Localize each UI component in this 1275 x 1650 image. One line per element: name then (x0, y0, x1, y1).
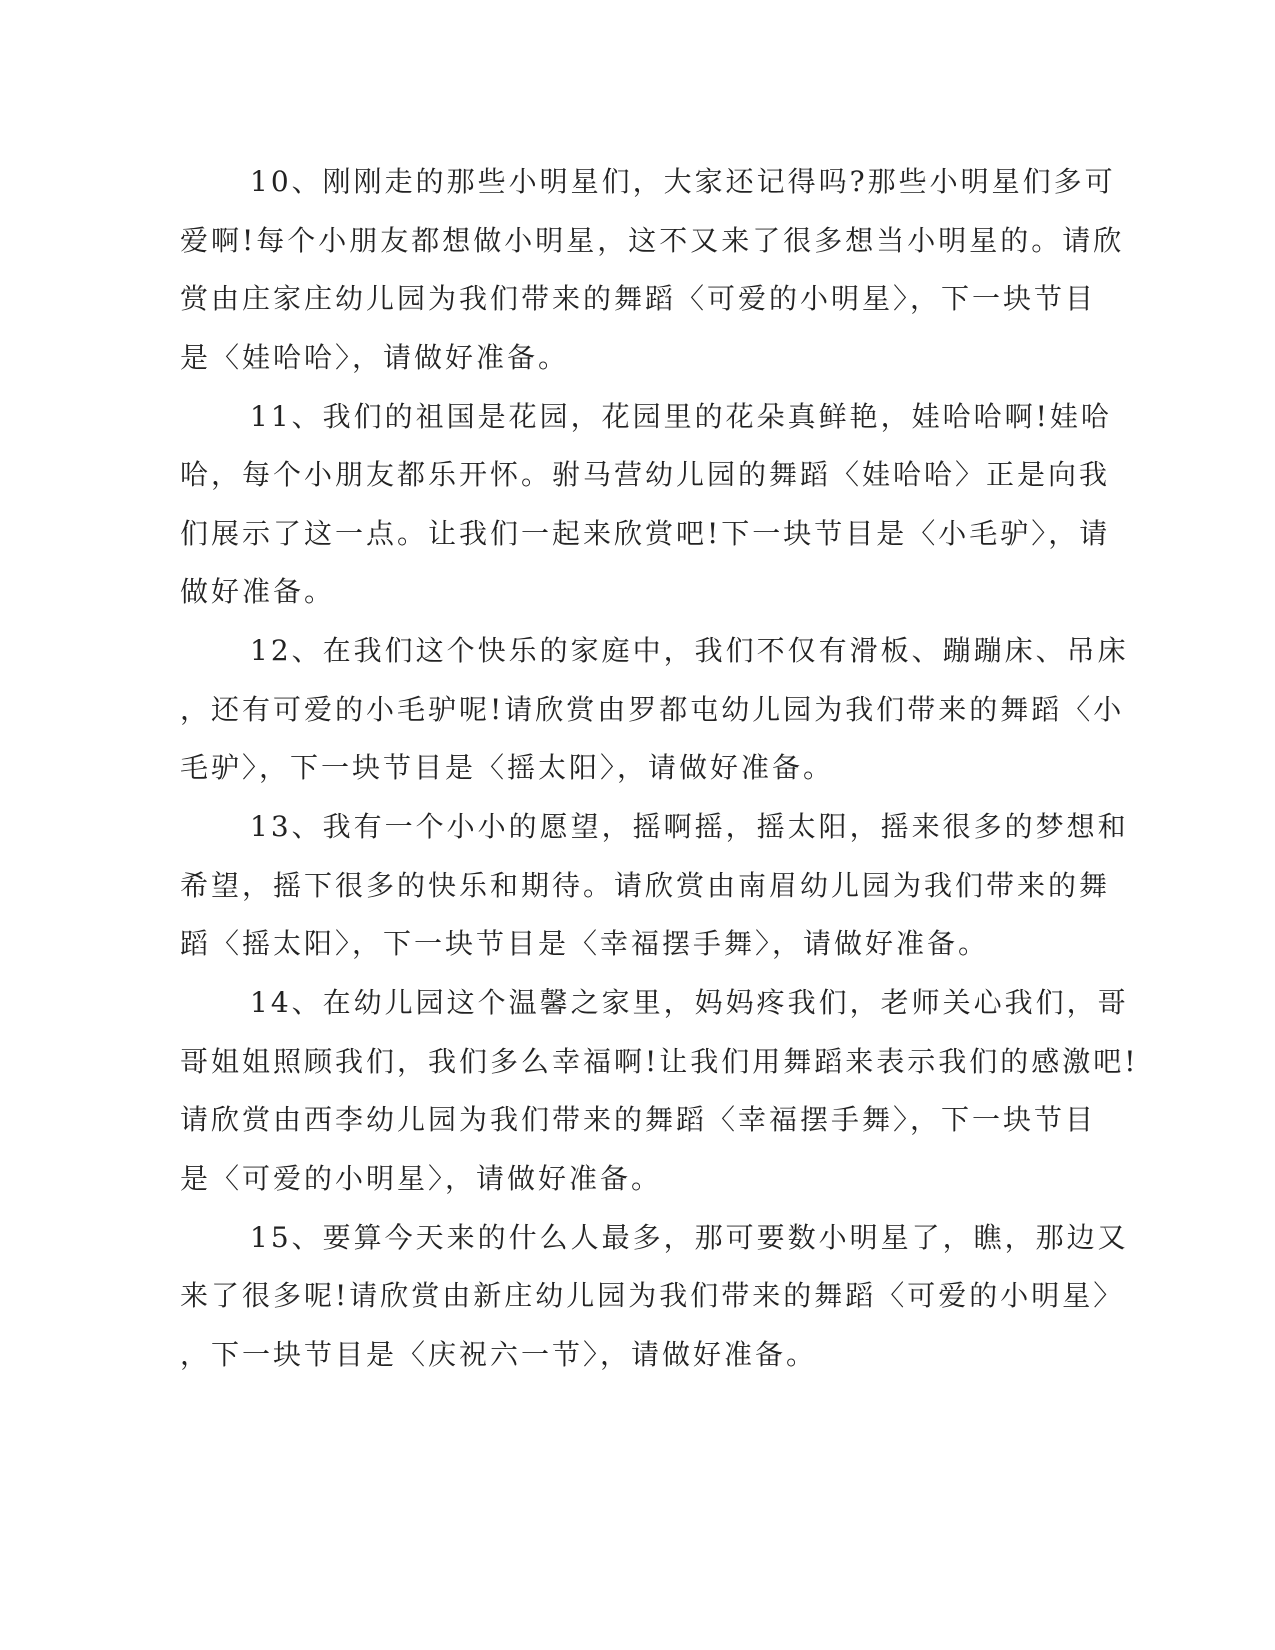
paragraph-11-line-3: 们展示了这一点。让我们一起来欣赏吧!下一块节目是〈小毛驴〉，请 (180, 517, 1111, 550)
paragraph-15-line-3: ，下一块节目是〈庆祝六一节〉，请做好准备。 (180, 1338, 818, 1371)
paragraph-10-line-2: 爱啊!每个小朋友都想做小明星，这不又来了很多想当小明星的。请欣 (180, 224, 1125, 257)
paragraph-15-line-2: 来了很多呢!请欣赏由新庄幼儿园为我们带来的舞蹈〈可爱的小明星〉 (180, 1279, 1125, 1312)
paragraph-15-line-1: 15、要算今天来的什么人最多，那可要数小明星了，瞧，那边又 (250, 1221, 1129, 1254)
paragraph-14-line-3: 请欣赏由西李幼儿园为我们带来的舞蹈〈幸福摆手舞〉，下一块节目 (180, 1103, 1097, 1136)
paragraph-13-line-2: 希望，摇下很多的快乐和期待。请欣赏由南眉幼儿园为我们带来的舞 (180, 869, 1111, 902)
paragraph-11-line-2: 哈，每个小朋友都乐开怀。驸马营幼儿园的舞蹈〈娃哈哈〉正是向我 (180, 458, 1111, 491)
paragraph-13-line-1: 13、我有一个小小的愿望，摇啊摇，摇太阳，摇来很多的梦想和 (250, 810, 1129, 843)
paragraph-11-line-4: 做好准备。 (180, 575, 336, 608)
paragraph-12-line-3: 毛驴〉，下一块节目是〈摇太阳〉，请做好准备。 (180, 751, 835, 784)
paragraph-14-line-1: 14、在幼儿园这个温馨之家里，妈妈疼我们，老师关心我们，哥 (250, 986, 1129, 1019)
paragraph-12-line-1: 12、在我们这个快乐的家庭中，我们不仅有滑板、蹦蹦床、吊床 (250, 634, 1129, 667)
paragraph-14-line-4: 是〈可爱的小明星〉，请做好准备。 (180, 1162, 663, 1195)
paragraph-14-line-2: 哥姐姐照顾我们，我们多么幸福啊!让我们用舞蹈来表示我们的感激吧! (180, 1045, 1139, 1078)
paragraph-10-line-4: 是〈娃哈哈〉，请做好准备。 (180, 341, 570, 374)
paragraph-11-line-1: 11、我们的祖国是花园，花园里的花朵真鲜艳，娃哈哈啊!娃哈 (250, 400, 1112, 433)
paragraph-10-line-1: 10、刚刚走的那些小明星们，大家还记得吗?那些小明星们多可 (250, 165, 1116, 198)
paragraph-10-line-3: 赏由庄家庄幼儿园为我们带来的舞蹈〈可爱的小明星〉，下一块节目 (180, 282, 1097, 315)
paragraph-13-line-3: 蹈〈摇太阳〉，下一块节目是〈幸福摆手舞〉，请做好准备。 (180, 927, 990, 960)
paragraph-12-line-2: ，还有可爱的小毛驴呢!请欣赏由罗都屯幼儿园为我们带来的舞蹈〈小 (180, 693, 1125, 726)
